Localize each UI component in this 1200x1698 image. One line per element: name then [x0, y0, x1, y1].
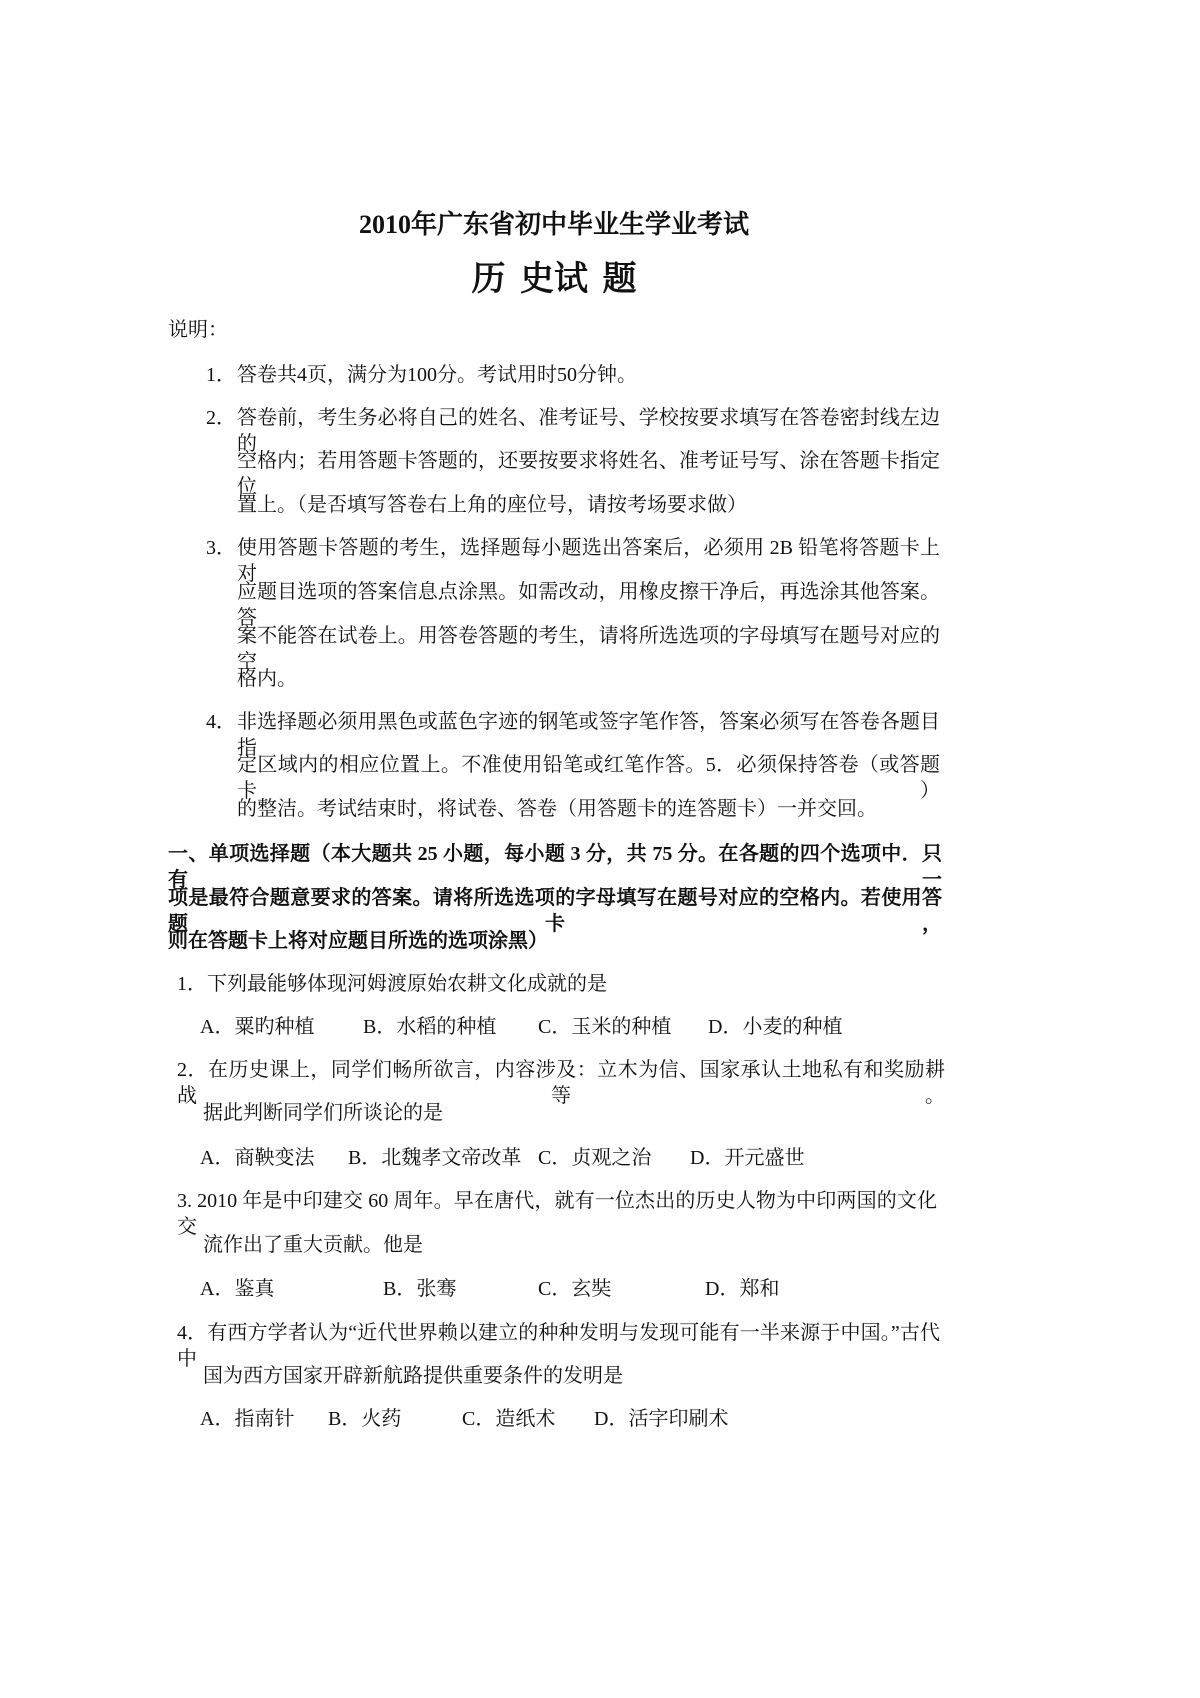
- question-text: 流作出了重大贡献。他是: [203, 1234, 423, 1256]
- answer-option: A．粟旳种植: [200, 1016, 315, 1038]
- instruction-number: 3．: [206, 537, 236, 559]
- answer-option: B．张骞: [383, 1278, 457, 1300]
- section-heading: 一、单项选择题（本大题共 25 小题，每小题 3 分，共 75 分。在各题的四个选项中．只有一: [168, 843, 942, 891]
- answer-option: B．火药: [328, 1408, 402, 1430]
- answer-option: B．北魏孝文帝改革: [348, 1147, 522, 1169]
- instruction-line: 答卷前，考生务必将自己的姓名、准考证号、学校按要求填写在答卷密封线左边的: [237, 407, 940, 455]
- instruction-line: 置上。（是否填写答卷右上角的座位号，请按考场要求做）: [237, 494, 747, 516]
- answer-option: D．开元盛世: [690, 1147, 805, 1169]
- section-heading: 则在答题卡上将对应题目所选的选项涂黑）: [168, 930, 548, 952]
- answer-option: C．玄奘: [538, 1278, 612, 1300]
- answer-option: A．鉴真: [200, 1278, 275, 1300]
- question-text: 据此判断同学们所谈论的是: [203, 1102, 443, 1124]
- answer-option: D．小麦的种植: [708, 1016, 843, 1038]
- answer-option: D．活字印刷术: [594, 1408, 729, 1430]
- instruction-line: 应题目选项的答案信息点涂黑。如需改动，用橡皮擦干净后，再选涂其他答案。答: [237, 581, 940, 629]
- section-heading: 项是最符合题意要求的答案。请将所选选项的字母填写在题号对应的空格内。若使用答题卡，: [168, 887, 942, 935]
- instruction-number: 4．: [206, 711, 236, 733]
- instruction-line: 答卷共4页，满分为100分。考试用时50分钟。: [237, 364, 637, 386]
- question-text: 2．在历史课上，同学们畅所欲言，内容涉及：立木为信、国家承认土地私有和奖励耕战等。: [177, 1059, 945, 1107]
- instructions-label: 说明：: [168, 319, 228, 341]
- instruction-line: 空格内；若用答题卡答题的，还要按要求将姓名、准考证号写、涂在答题卡指定位: [237, 450, 940, 498]
- instruction-line: 的整洁。考试结束时，将试卷、答卷（用答题卡的连答题卡）一并交回。: [237, 798, 877, 820]
- question-text: 4．有西方学者认为“近代世界赖以建立的种种发明与发现可能有一半来源于中国。”古代中: [177, 1322, 940, 1370]
- answer-option: C．玉米的种植: [538, 1016, 672, 1038]
- instruction-line: 格内。: [237, 668, 297, 690]
- question-text: 1．下列最能够体现河姆渡原始农耕文化成就的是: [177, 973, 607, 995]
- exam-title: 2010年广东省初中毕业生学业考试: [358, 210, 749, 239]
- answer-option: D．郑和: [705, 1278, 780, 1300]
- instruction-line: 非选择题必须用黑色或蓝色字迹的钢笔或签字笔作答，答案必须写在答卷各题目指: [237, 711, 940, 759]
- instruction-number: 2．: [206, 407, 236, 429]
- instruction-number: 1．: [206, 364, 236, 386]
- instruction-line: 使用答题卡答题的考生，选择题每小题选出答案后，必须用 2B 铅笔将答题卡上对: [237, 537, 940, 585]
- answer-option: B．水稻的种植: [363, 1016, 497, 1038]
- instruction-line: 案不能答在试卷上。用答卷答题的考生，请将所选选项的字母填写在题号对应的空: [237, 625, 940, 673]
- instruction-line: 定区域内的相应位置上。不准使用铅笔或红笔作答。5．必须保持答卷（或答题卡）: [237, 754, 940, 802]
- question-text: 国为西方国家开辟新航路提供重要条件的发明是: [203, 1365, 623, 1387]
- question-text: 3. 2010 年是中印建交 60 周年。早在唐代，就有一位杰出的历史人物为中印两国的文化交: [177, 1190, 937, 1238]
- answer-option: C．造纸术: [462, 1408, 556, 1430]
- answer-option: C．贞观之治: [538, 1147, 652, 1169]
- exam-subject-title: 历 史试 题: [471, 261, 637, 298]
- answer-option: A．指南针: [200, 1408, 295, 1430]
- answer-option: A．商鞅变法: [200, 1147, 315, 1169]
